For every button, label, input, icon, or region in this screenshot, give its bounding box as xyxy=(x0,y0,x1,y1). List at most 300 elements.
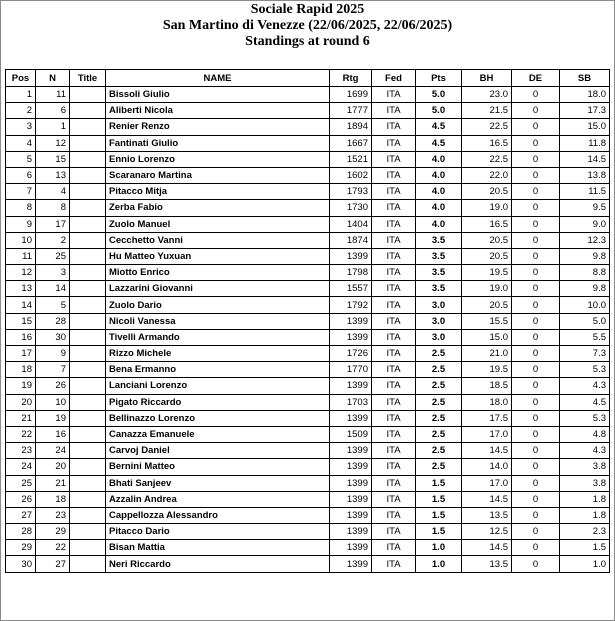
cell-rtg: 1894 xyxy=(330,119,372,135)
cell-pts: 2.5 xyxy=(416,378,462,394)
cell-pos: 2 xyxy=(6,103,36,119)
cell-title xyxy=(70,346,106,362)
cell-sb: 9.0 xyxy=(560,216,610,232)
cell-sb: 5.5 xyxy=(560,329,610,345)
cell-name: Lazzarini Giovanni xyxy=(106,281,330,297)
cell-n: 22 xyxy=(36,540,70,556)
cell-pts: 2.5 xyxy=(416,410,462,426)
table-row xyxy=(6,540,610,556)
cell-sb: 1.8 xyxy=(560,507,610,523)
cell-pos: 7 xyxy=(6,184,36,200)
cell-pos: 20 xyxy=(6,394,36,410)
cell-de: 0 xyxy=(512,216,560,232)
cell-fed: ITA xyxy=(372,540,416,556)
cell-de: 0 xyxy=(512,329,560,345)
cell-n: 8 xyxy=(36,200,70,216)
table-row xyxy=(6,556,610,572)
col-header-pos: Pos xyxy=(6,70,36,87)
cell-n: 11 xyxy=(36,87,70,103)
cell-fed: ITA xyxy=(372,151,416,167)
table-row xyxy=(6,281,610,297)
cell-n: 3 xyxy=(36,265,70,281)
cell-fed: ITA xyxy=(372,248,416,264)
cell-fed: ITA xyxy=(372,167,416,183)
cell-n: 23 xyxy=(36,507,70,523)
cell-pos: 21 xyxy=(6,410,36,426)
cell-pts: 2.5 xyxy=(416,362,462,378)
col-header-de: DE xyxy=(512,70,560,87)
cell-name: Lanciani Lorenzo xyxy=(106,378,330,394)
cell-de: 0 xyxy=(512,103,560,119)
col-header-sb: SB xyxy=(560,70,610,87)
cell-fed: ITA xyxy=(372,200,416,216)
cell-rtg: 1399 xyxy=(330,491,372,507)
cell-pts: 1.5 xyxy=(416,524,462,540)
table-row xyxy=(6,265,610,281)
standings-body xyxy=(6,87,610,573)
cell-bh: 19.5 xyxy=(462,265,512,281)
cell-de: 0 xyxy=(512,524,560,540)
cell-name: Tivelli Armando xyxy=(106,329,330,345)
cell-rtg: 1399 xyxy=(330,540,372,556)
cell-bh: 14.5 xyxy=(462,540,512,556)
cell-fed: ITA xyxy=(372,491,416,507)
table-row xyxy=(6,87,610,103)
cell-fed: ITA xyxy=(372,475,416,491)
standings-round-title: Standings at round 6 xyxy=(245,34,370,49)
cell-bh: 19.5 xyxy=(462,362,512,378)
cell-rtg: 1726 xyxy=(330,346,372,362)
cell-title xyxy=(70,313,106,329)
cell-de: 0 xyxy=(512,119,560,135)
cell-pts: 4.0 xyxy=(416,184,462,200)
cell-pts: 2.5 xyxy=(416,394,462,410)
cell-name: Hu Matteo Yuxuan xyxy=(106,248,330,264)
cell-sb: 14.5 xyxy=(560,151,610,167)
cell-sb: 12.3 xyxy=(560,232,610,248)
cell-sb: 11.5 xyxy=(560,184,610,200)
cell-pts: 4.5 xyxy=(416,135,462,151)
cell-de: 0 xyxy=(512,410,560,426)
cell-name: Azzalin Andrea xyxy=(106,491,330,507)
cell-fed: ITA xyxy=(372,313,416,329)
cell-title xyxy=(70,281,106,297)
cell-n: 14 xyxy=(36,281,70,297)
cell-n: 4 xyxy=(36,184,70,200)
cell-pts: 3.5 xyxy=(416,248,462,264)
cell-pos: 22 xyxy=(6,426,36,442)
cell-name: Pitacco Dario xyxy=(106,524,330,540)
cell-n: 9 xyxy=(36,346,70,362)
cell-pos: 4 xyxy=(6,135,36,151)
cell-fed: ITA xyxy=(372,329,416,345)
cell-name: Ennio Lorenzo xyxy=(106,151,330,167)
table-row xyxy=(6,459,610,475)
cell-rtg: 1399 xyxy=(330,443,372,459)
cell-rtg: 1777 xyxy=(330,103,372,119)
cell-n: 5 xyxy=(36,297,70,313)
cell-pts: 3.5 xyxy=(416,232,462,248)
cell-de: 0 xyxy=(512,151,560,167)
tournament-venue-dates: San Martino di Venezze (22/06/2025, 22/06/2025) xyxy=(162,18,453,33)
cell-n: 19 xyxy=(36,410,70,426)
cell-pts: 3.0 xyxy=(416,329,462,345)
table-row xyxy=(6,426,610,442)
cell-sb: 4.3 xyxy=(560,443,610,459)
table-row xyxy=(6,184,610,200)
cell-name: Cappellozza Alessandro xyxy=(106,507,330,523)
cell-pos: 16 xyxy=(6,329,36,345)
cell-fed: ITA xyxy=(372,524,416,540)
cell-bh: 20.5 xyxy=(462,232,512,248)
cell-name: Canazza Emanuele xyxy=(106,426,330,442)
cell-bh: 17.0 xyxy=(462,426,512,442)
cell-n: 30 xyxy=(36,329,70,345)
cell-sb: 11.8 xyxy=(560,135,610,151)
cell-bh: 22.0 xyxy=(462,167,512,183)
cell-bh: 18.5 xyxy=(462,378,512,394)
cell-fed: ITA xyxy=(372,135,416,151)
cell-pos: 1 xyxy=(6,87,36,103)
cell-de: 0 xyxy=(512,297,560,313)
cell-de: 0 xyxy=(512,556,560,572)
cell-pos: 29 xyxy=(6,540,36,556)
cell-fed: ITA xyxy=(372,297,416,313)
cell-bh: 14.5 xyxy=(462,491,512,507)
cell-sb: 9.5 xyxy=(560,200,610,216)
cell-bh: 16.5 xyxy=(462,216,512,232)
cell-title xyxy=(70,265,106,281)
cell-rtg: 1730 xyxy=(330,200,372,216)
cell-title xyxy=(70,216,106,232)
cell-de: 0 xyxy=(512,459,560,475)
cell-n: 12 xyxy=(36,135,70,151)
table-row xyxy=(6,167,610,183)
cell-name: Pigato Riccardo xyxy=(106,394,330,410)
table-row xyxy=(6,524,610,540)
cell-pts: 3.5 xyxy=(416,265,462,281)
cell-de: 0 xyxy=(512,394,560,410)
cell-sb: 1.0 xyxy=(560,556,610,572)
table-row xyxy=(6,119,610,135)
tournament-title: Sociale Rapid 2025 xyxy=(250,2,365,17)
cell-sb: 5.3 xyxy=(560,362,610,378)
cell-title xyxy=(70,394,106,410)
cell-de: 0 xyxy=(512,232,560,248)
cell-sb: 9.8 xyxy=(560,281,610,297)
cell-sb: 10.0 xyxy=(560,297,610,313)
col-header-rtg: Rtg xyxy=(330,70,372,87)
cell-bh: 19.0 xyxy=(462,281,512,297)
cell-title xyxy=(70,151,106,167)
cell-bh: 15.5 xyxy=(462,313,512,329)
cell-fed: ITA xyxy=(372,265,416,281)
cell-sb: 5.0 xyxy=(560,313,610,329)
table-row xyxy=(6,297,610,313)
cell-bh: 20.5 xyxy=(462,248,512,264)
cell-name: Bhati Sanjeev xyxy=(106,475,330,491)
cell-rtg: 1792 xyxy=(330,297,372,313)
cell-pts: 4.0 xyxy=(416,151,462,167)
cell-sb: 4.5 xyxy=(560,394,610,410)
cell-pos: 23 xyxy=(6,443,36,459)
cell-pts: 4.0 xyxy=(416,200,462,216)
cell-pos: 3 xyxy=(6,119,36,135)
cell-de: 0 xyxy=(512,378,560,394)
cell-pos: 17 xyxy=(6,346,36,362)
cell-pos: 6 xyxy=(6,167,36,183)
cell-bh: 23.0 xyxy=(462,87,512,103)
cell-fed: ITA xyxy=(372,556,416,572)
cell-n: 25 xyxy=(36,248,70,264)
cell-title xyxy=(70,297,106,313)
cell-name: Bena Ermanno xyxy=(106,362,330,378)
cell-pts: 1.5 xyxy=(416,491,462,507)
cell-title xyxy=(70,103,106,119)
cell-name: Aliberti Nicola xyxy=(106,103,330,119)
cell-name: Bissoli Giulio xyxy=(106,87,330,103)
cell-bh: 20.5 xyxy=(462,297,512,313)
cell-sb: 8.8 xyxy=(560,265,610,281)
cell-name: Neri Riccardo xyxy=(106,556,330,572)
cell-sb: 17.3 xyxy=(560,103,610,119)
table-row xyxy=(6,507,610,523)
cell-de: 0 xyxy=(512,540,560,556)
cell-rtg: 1399 xyxy=(330,459,372,475)
cell-bh: 14.0 xyxy=(462,459,512,475)
cell-n: 2 xyxy=(36,232,70,248)
cell-pos: 5 xyxy=(6,151,36,167)
cell-fed: ITA xyxy=(372,443,416,459)
cell-de: 0 xyxy=(512,507,560,523)
cell-n: 29 xyxy=(36,524,70,540)
cell-bh: 21.0 xyxy=(462,346,512,362)
col-header-name: NAME xyxy=(106,70,330,87)
cell-rtg: 1667 xyxy=(330,135,372,151)
cell-rtg: 1793 xyxy=(330,184,372,200)
table-row xyxy=(6,151,610,167)
cell-n: 13 xyxy=(36,167,70,183)
cell-rtg: 1602 xyxy=(330,167,372,183)
cell-name: Fantinati Giulio xyxy=(106,135,330,151)
cell-de: 0 xyxy=(512,443,560,459)
cell-n: 20 xyxy=(36,459,70,475)
table-row xyxy=(6,362,610,378)
table-row xyxy=(6,394,610,410)
cell-rtg: 1770 xyxy=(330,362,372,378)
table-row xyxy=(6,491,610,507)
cell-pos: 14 xyxy=(6,297,36,313)
cell-de: 0 xyxy=(512,426,560,442)
cell-rtg: 1703 xyxy=(330,394,372,410)
cell-title xyxy=(70,459,106,475)
table-row xyxy=(6,443,610,459)
col-header-bh: BH xyxy=(462,70,512,87)
cell-pts: 3.0 xyxy=(416,313,462,329)
cell-rtg: 1399 xyxy=(330,475,372,491)
cell-n: 7 xyxy=(36,362,70,378)
cell-bh: 21.5 xyxy=(462,103,512,119)
cell-de: 0 xyxy=(512,346,560,362)
cell-sb: 4.3 xyxy=(560,378,610,394)
cell-title xyxy=(70,524,106,540)
cell-pos: 25 xyxy=(6,475,36,491)
cell-bh: 14.5 xyxy=(462,443,512,459)
cell-n: 18 xyxy=(36,491,70,507)
cell-rtg: 1874 xyxy=(330,232,372,248)
cell-title xyxy=(70,135,106,151)
cell-sb: 4.8 xyxy=(560,426,610,442)
cell-sb: 7.3 xyxy=(560,346,610,362)
cell-name: Bellinazzo Lorenzo xyxy=(106,410,330,426)
cell-bh: 16.5 xyxy=(462,135,512,151)
cell-fed: ITA xyxy=(372,87,416,103)
table-row xyxy=(6,378,610,394)
col-header-pts: Pts xyxy=(416,70,462,87)
cell-sb: 3.8 xyxy=(560,475,610,491)
cell-name: Bisan Mattia xyxy=(106,540,330,556)
cell-bh: 20.5 xyxy=(462,184,512,200)
cell-rtg: 1404 xyxy=(330,216,372,232)
cell-fed: ITA xyxy=(372,232,416,248)
cell-pts: 1.5 xyxy=(416,475,462,491)
cell-fed: ITA xyxy=(372,378,416,394)
cell-title xyxy=(70,329,106,345)
cell-fed: ITA xyxy=(372,362,416,378)
cell-name: Pitacco Mitja xyxy=(106,184,330,200)
cell-bh: 22.5 xyxy=(462,151,512,167)
cell-rtg: 1399 xyxy=(330,507,372,523)
cell-sb: 18.0 xyxy=(560,87,610,103)
cell-name: Zuolo Manuel xyxy=(106,216,330,232)
cell-bh: 15.0 xyxy=(462,329,512,345)
cell-de: 0 xyxy=(512,135,560,151)
table-row xyxy=(6,103,610,119)
standings-table xyxy=(5,69,610,573)
cell-rtg: 1399 xyxy=(330,410,372,426)
cell-sb: 15.0 xyxy=(560,119,610,135)
cell-rtg: 1399 xyxy=(330,248,372,264)
cell-pts: 4.0 xyxy=(416,167,462,183)
cell-fed: ITA xyxy=(372,103,416,119)
cell-fed: ITA xyxy=(372,394,416,410)
cell-n: 27 xyxy=(36,556,70,572)
cell-de: 0 xyxy=(512,491,560,507)
cell-rtg: 1399 xyxy=(330,378,372,394)
cell-pts: 3.0 xyxy=(416,297,462,313)
cell-n: 21 xyxy=(36,475,70,491)
cell-bh: 12.5 xyxy=(462,524,512,540)
cell-fed: ITA xyxy=(372,184,416,200)
cell-title xyxy=(70,200,106,216)
table-row xyxy=(6,410,610,426)
cell-n: 17 xyxy=(36,216,70,232)
cell-sb: 1.8 xyxy=(560,491,610,507)
cell-name: Miotto Enrico xyxy=(106,265,330,281)
cell-rtg: 1509 xyxy=(330,426,372,442)
cell-title xyxy=(70,362,106,378)
table-row xyxy=(6,475,610,491)
cell-de: 0 xyxy=(512,248,560,264)
cell-sb: 3.8 xyxy=(560,459,610,475)
cell-de: 0 xyxy=(512,200,560,216)
cell-de: 0 xyxy=(512,167,560,183)
cell-title xyxy=(70,410,106,426)
cell-de: 0 xyxy=(512,281,560,297)
col-header-title: Title xyxy=(70,70,106,87)
cell-n: 10 xyxy=(36,394,70,410)
cell-sb: 13.8 xyxy=(560,167,610,183)
cell-sb: 2.3 xyxy=(560,524,610,540)
cell-pts: 2.5 xyxy=(416,346,462,362)
cell-bh: 17.0 xyxy=(462,475,512,491)
cell-rtg: 1399 xyxy=(330,556,372,572)
cell-pts: 1.5 xyxy=(416,507,462,523)
table-row xyxy=(6,135,610,151)
cell-de: 0 xyxy=(512,475,560,491)
cell-fed: ITA xyxy=(372,507,416,523)
cell-title xyxy=(70,184,106,200)
cell-title xyxy=(70,475,106,491)
cell-rtg: 1557 xyxy=(330,281,372,297)
cell-pos: 8 xyxy=(6,200,36,216)
cell-pts: 2.5 xyxy=(416,459,462,475)
cell-title xyxy=(70,378,106,394)
cell-fed: ITA xyxy=(372,410,416,426)
col-header-n: N xyxy=(36,70,70,87)
cell-name: Cecchetto Vanni xyxy=(106,232,330,248)
col-header-fed: Fed xyxy=(372,70,416,87)
cell-pts: 2.5 xyxy=(416,443,462,459)
cell-sb: 5.3 xyxy=(560,410,610,426)
cell-fed: ITA xyxy=(372,459,416,475)
cell-fed: ITA xyxy=(372,346,416,362)
cell-pts: 3.5 xyxy=(416,281,462,297)
cell-de: 0 xyxy=(512,362,560,378)
cell-n: 16 xyxy=(36,426,70,442)
cell-pos: 30 xyxy=(6,556,36,572)
cell-bh: 13.5 xyxy=(462,556,512,572)
cell-pts: 4.0 xyxy=(416,216,462,232)
table-row xyxy=(6,232,610,248)
cell-pos: 11 xyxy=(6,248,36,264)
cell-name: Rizzo Michele xyxy=(106,346,330,362)
cell-n: 6 xyxy=(36,103,70,119)
cell-pos: 12 xyxy=(6,265,36,281)
cell-name: Nicoli Vanessa xyxy=(106,313,330,329)
cell-title xyxy=(70,87,106,103)
table-row xyxy=(6,248,610,264)
cell-bh: 22.5 xyxy=(462,119,512,135)
table-row xyxy=(6,200,610,216)
cell-sb: 1.5 xyxy=(560,540,610,556)
cell-pts: 1.0 xyxy=(416,556,462,572)
cell-n: 1 xyxy=(36,119,70,135)
cell-pos: 24 xyxy=(6,459,36,475)
cell-n: 28 xyxy=(36,313,70,329)
cell-name: Zuolo Dario xyxy=(106,297,330,313)
cell-rtg: 1798 xyxy=(330,265,372,281)
cell-title xyxy=(70,248,106,264)
cell-rtg: 1521 xyxy=(330,151,372,167)
cell-rtg: 1399 xyxy=(330,313,372,329)
cell-de: 0 xyxy=(512,313,560,329)
cell-title xyxy=(70,491,106,507)
cell-title xyxy=(70,426,106,442)
cell-fed: ITA xyxy=(372,281,416,297)
cell-sb: 9.8 xyxy=(560,248,610,264)
cell-rtg: 1399 xyxy=(330,329,372,345)
